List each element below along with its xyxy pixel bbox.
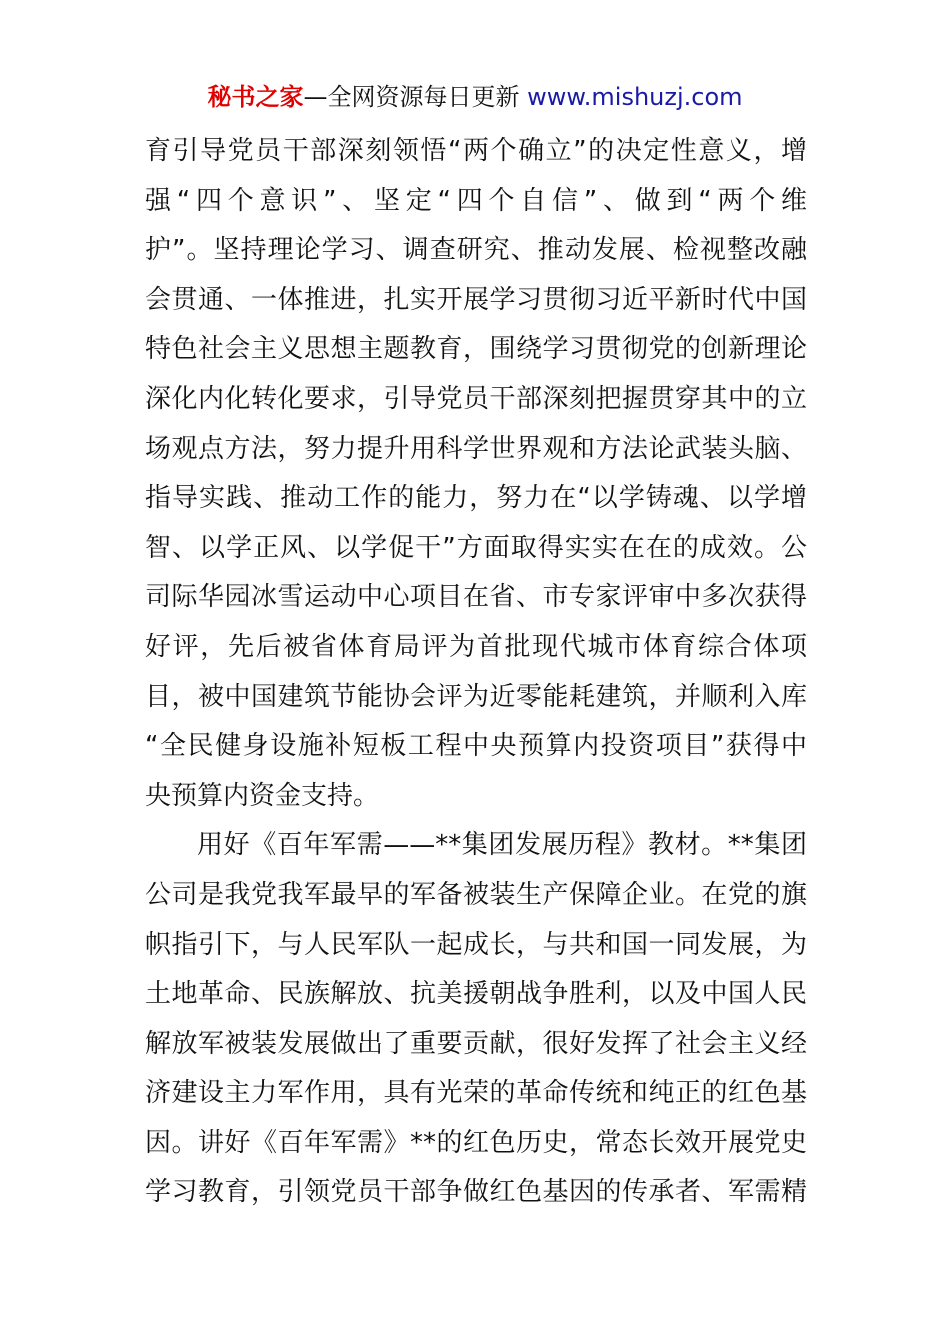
text-line: 育引导党员干部深刻领悟“两个确立”的决定性意义，增 — [145, 136, 807, 166]
text-line: 公司是我党我军最早的军备被装生产保障企业。在党的旗 — [145, 879, 807, 910]
text-line: 强“四个意识”、坚定“四个自信”、做到“两个维 — [145, 185, 807, 216]
text-line: 深化内化转化要求，引导党员干部深刻把握贯穿其中的立 — [145, 383, 807, 414]
text-line: 会贯通、一体推进，扎实开展学习贯彻习近平新时代中国 — [145, 284, 807, 315]
paragraph-2 — [145, 821, 807, 1218]
text-line: 土地革命、民族解放、抗美援朝战争胜利，以及中国人民 — [145, 979, 807, 1010]
header-tagline: —全网资源每日更新 — [303, 83, 520, 111]
text-line: “全民健身设施补短板工程中央预算内投资项目”获得中 — [145, 731, 807, 762]
brand-name: 秘书之家 — [207, 83, 304, 111]
text-line: 帜指引下，与人民军队一起成长，与共和国一同发展，为 — [145, 929, 807, 960]
paragraph-1 — [145, 127, 807, 821]
text-line: 司际华园冰雪运动中心项目在省、市专家评审中多次获得 — [145, 582, 807, 613]
text-line: 学习教育，引领党员干部争做红色基因的传承者、军需精 — [145, 1177, 807, 1208]
text-line: 央预算内资金支持。 — [145, 780, 380, 811]
document-body — [145, 127, 807, 1218]
site-header — [0, 80, 950, 114]
text-line: 解放军被装发展做出了重要贡献，很好发挥了社会主义经 — [145, 1028, 807, 1059]
text-line: 因。讲好《百年军需》**的红色历史，常态长效开展党史 — [145, 1127, 807, 1158]
text-line: 指导实践、推动工作的能力，努力在“以学铸魂、以学增 — [145, 483, 807, 514]
text-line: 好评，先后被省体育局评为首批现代城市体育综合体项 — [145, 631, 807, 662]
site-url[interactable]: www.mishuzj.com — [527, 83, 743, 111]
text-line: 特色社会主义思想主题教育，围绕学习贯彻党的创新理论 — [145, 334, 807, 365]
text-line: 济建设主力军作用，具有光荣的革命传统和纯正的红色基 — [145, 1078, 807, 1109]
text-line: 目，被中国建筑节能协会评为近零能耗建筑，并顺利入库 — [145, 681, 807, 712]
text-line: 护”。坚持理论学习、调查研究、推动发展、检视整改融 — [145, 235, 807, 266]
text-line: 智、以学正风、以学促干”方面取得实实在在的成效。公 — [145, 532, 807, 563]
text-line: 场观点方法，努力提升用科学世界观和方法论武装头脑、 — [145, 433, 807, 464]
text-line: 用好《百年军需——**集团发展历程》教材。**集团 — [197, 830, 807, 861]
